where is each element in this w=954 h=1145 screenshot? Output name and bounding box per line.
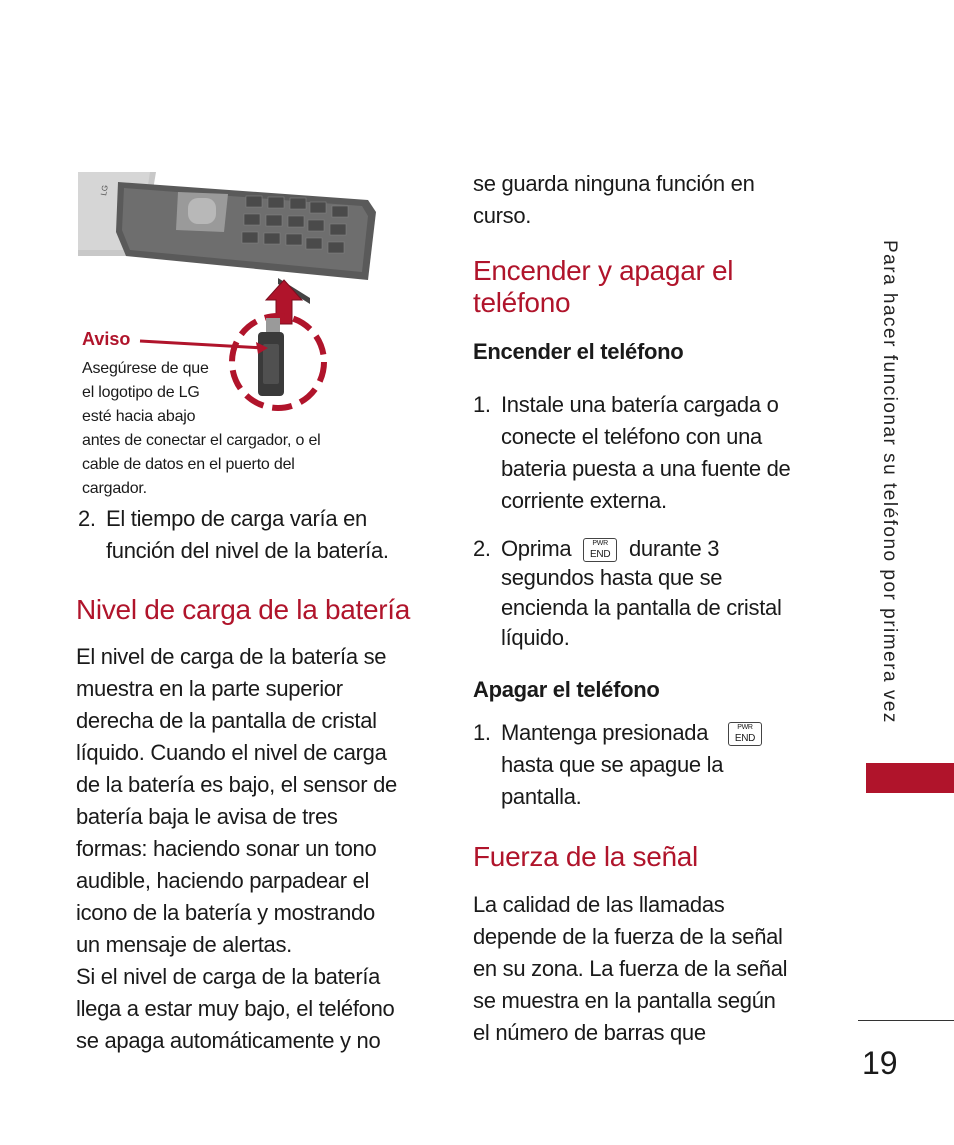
paragraph-line: formas: haciendo sonar un tono [76, 836, 377, 861]
key-label-top: PWR [592, 540, 608, 548]
paragraph-line: icono de la batería y mostrando [76, 900, 375, 925]
step-number: 1. [473, 720, 491, 745]
notice-body-wide [82, 429, 382, 501]
signal-paragraph [473, 889, 833, 1049]
page-number: 19 [862, 1045, 898, 1081]
paragraph-line: el número de barras que [473, 1020, 706, 1045]
step-text: Mantenga presionada [501, 720, 709, 745]
battery-paragraph-1 [76, 641, 436, 1057]
paragraph-line: se apaga automáticamente y no [76, 1028, 381, 1053]
lg-logo: LG [99, 184, 110, 197]
pwr-end-key-icon [728, 722, 762, 746]
page-number-rule [858, 1020, 954, 1021]
paragraph-line: El nivel de carga de la batería se [76, 644, 387, 669]
paragraph-line: audible, haciendo parpadear el [76, 868, 370, 893]
step-number: 2. [473, 536, 491, 561]
paragraph-line: La calidad de las llamadas [473, 892, 725, 917]
step-text: durante 3 [628, 536, 720, 561]
heading-battery-level: Nivel de carga de la batería [76, 594, 411, 625]
chapter-title-vertical: Para hacer funcionar su teléfono por primera vez [879, 240, 900, 724]
step-line: bateria puesta a una fuente de [501, 456, 791, 481]
step-line: corriente externa. [501, 488, 667, 513]
notice-body-narrow [82, 357, 242, 429]
subhead-power-off: Apagar el teléfono [473, 677, 660, 702]
notice-line: cable de datos en el puerto del [82, 456, 295, 473]
key-label-bottom: END [734, 733, 756, 745]
step-line: función del nivel de la batería. [106, 538, 389, 563]
notice-line: esté hacia abajo [82, 408, 196, 425]
notice-title: Aviso [82, 329, 131, 349]
paragraph-line: curso. [473, 203, 532, 228]
chapter-tab-marker [866, 763, 954, 793]
pwr-end-key-icon [583, 538, 617, 562]
key-label-bottom: END [590, 549, 611, 561]
heading-signal-strength: Fuerza de la señal [473, 841, 698, 872]
paragraph-line: Si el nivel de carga de la batería [76, 964, 381, 989]
notice-line: antes de conectar el cargador, o el [82, 432, 321, 449]
paragraph-line: en su zona. La fuerza de la señal [473, 956, 788, 981]
paragraph-line: de la batería es bajo, el sensor de [76, 772, 397, 797]
paragraph-line: un mensaje de alertas. [76, 932, 292, 957]
paragraph-line: se guarda ninguna función en [473, 171, 755, 196]
step-line: segundos hasta que se [501, 565, 723, 590]
step-line: Instale una batería cargada o [501, 392, 779, 417]
heading-power-on-off [473, 255, 833, 319]
paragraph-line: líquido. Cuando el nivel de carga [76, 740, 387, 765]
step-line: hasta que se apague la [501, 752, 724, 777]
paragraph-line: muestra en la parte superior [76, 676, 343, 701]
step-number: 2. [78, 506, 96, 531]
subhead-power-on: Encender el teléfono [473, 339, 684, 364]
pointer-line [140, 341, 264, 348]
paragraph-line: depende de la fuerza de la señal [473, 924, 783, 949]
notice-line: cargador. [82, 480, 147, 497]
heading-line: Encender y apagar el [473, 255, 734, 286]
key-label-top: PWR [737, 724, 753, 732]
step-line: conecte el teléfono con una [501, 424, 762, 449]
step-text: Oprima [501, 536, 572, 561]
step-line: El tiempo de carga varía en [106, 506, 367, 531]
heading-line: teléfono [473, 287, 571, 318]
notice-line: Asegúrese de que [82, 360, 209, 377]
continuation-text [473, 168, 833, 232]
notice-line: el logotipo de LG [82, 384, 200, 401]
paragraph-line: derecha de la pantalla de cristal [76, 708, 377, 733]
paragraph-line: batería baja le avisa de tres [76, 804, 338, 829]
paragraph-line: se muestra en la pantalla según [473, 988, 776, 1013]
step-line: líquido. [501, 625, 570, 650]
step-line: pantalla. [501, 784, 582, 809]
step-number: 1. [473, 392, 491, 417]
paragraph-line: llega a estar muy bajo, el teléfono [76, 996, 395, 1021]
step-line: encienda la pantalla de cristal [501, 595, 782, 620]
